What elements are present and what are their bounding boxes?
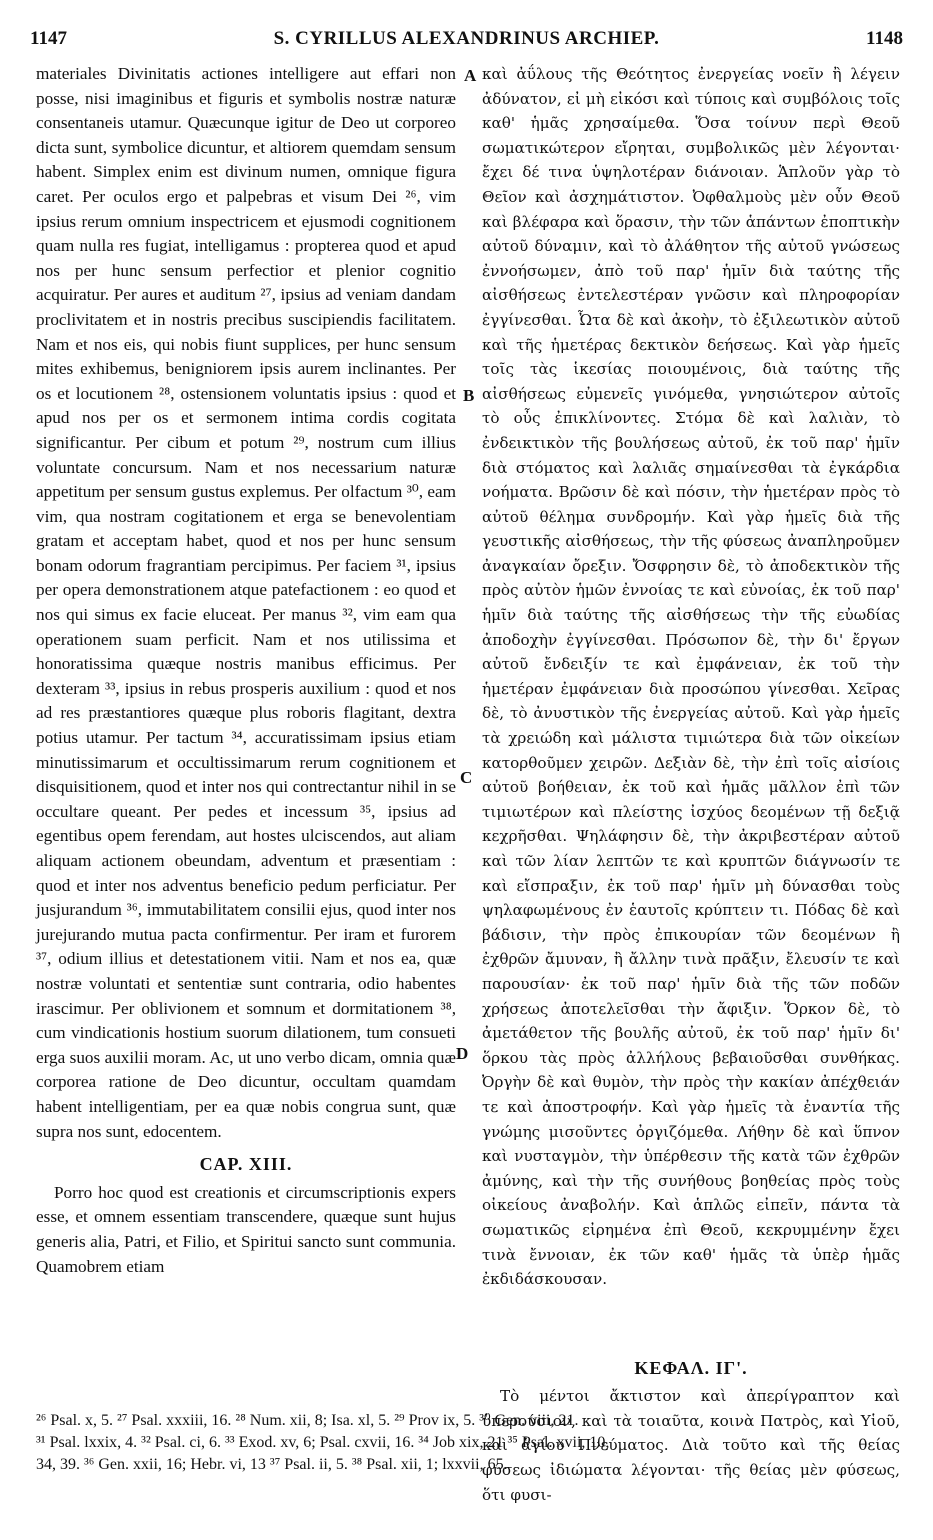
latin-chapter-heading: CAP. XIII. xyxy=(199,1154,293,1175)
latin-paragraph-1: materiales Divinitatis actiones intelligere aut effari non posse, nisi imaginibus et figuris et symbolis nostræ naturæ consentaneis utamur. Quæcunque igitur de Deo ut corporeo dicta sunt, symbolice dicuntur, et altiorem quemdam sensum habent. Simplex enim est divinum numen, omnique figura caret. Per oculos ergo et palpebras et visum Dei ²⁶, vim ipsius rerum omnium inspectricem et ejusmodi cognitionem quam nulla res fugiat, intelligamus : propterea quod et apud nos per hunc sensum perfectior et plenior cognitio acquiratur. Per aures et auditum ²⁷, ipsius ad veniam dandam proclivitatem et in nostris precibus suscipiendis facilitatem. Nam et nos eis, qui nobis fiunt supplices, per hunc sensum mites exhibemus, benigniorem ipsis aurem inclinantes. Per os et locutionem ²⁸, ostensionem voluntatis ipsius : quod et apud nos per os et sermonem intima cordis cogitata significantur. Per cibum et potum ²⁹, nostrum cum illius voluntate concursum. Nam et nos necessarium naturæ appetitum per sensum gustus explemus. Per olfactum ³⁰, eam vim, qua nostram cogitationem et erga se benevolentiam gratam et acceptam habet, quod et nos per hunc sensum bonam odorum fragrantiam percipimus. Per faciem ³¹, ipsius per opera demonstrationem atque patefactionem : eo quod et nos qui simus ex facie eluceat. Per manus ³², vim eam qua operationem suam perficit. Nam et nos utilissima et honoratissima quæque nostris manibus efficimus. Per dexteram ³³, ipsius in rebus prosperis auxilium : quod et nos ad res præstantiores quæque plus roboris flagitant, dextra potius utamur. Per tactum ³⁴, accuratissimam ipsius etiam minutissimarum et occultissimarum rerum cognitionem et disquisitionem, quod et inter nos qui contrectantur nihil in se occultare queant. Per pedes et incessum ³⁵, ipsius ad egentibus opem ferendam, aut hostes ulciscendos, aut aliam aliquam actionem obeundam, adventum et præsentiam : quod et inter nos adventus beneficio pedum perficiatur. Per jusjurandum ³⁶, immutabilitatem consilii ejus, quod inter nos jurejurando mutua pacta confirmentur. Per iram et furorem ³⁷, odium illius et detestationem vitii. Nam et nos ea, quæ nostræ voluntati et sententiæ sunt contraria, odio habentes irascimur. Per oblivionem et somnum et dormitationem ³⁸, cum vindicationis hostium suorum dilationem, tum consueti erga suos auxilii moram. Ac, ut uno verbo dicam, omnia quæ corporea ratione de Deo dicuntur, occultam quamdam habent intelligentiam, per ea quæ nobis congrua sunt, quæ supra nos sunt, edocentem. xyxy=(36,64,456,1141)
greek-paragraph-2: Τὸ μέντοι ἄκτιστον καὶ ἀπερίγραπτον καὶ ὑπερούσιον, καὶ τὰ τοιαῦτα, κοινὰ Πατρὸς, καὶ Υἱοῦ, καὶ ἁγίου Πνεύματος. Διὰ τοῦτο καὶ τῆς θείας φύσεως ἰδιώματα λέγονται· τῆς θείας μὲν φύσεως, ὅτι φυσι- xyxy=(482,1387,900,1504)
latin-paragraph-2: Porro hoc quod est creationis et circumscriptionis expers esse, et omnem essentiam transcendere, quæque sunt hujus generis alia, Patri, et Filio, et Spiritui sancto sunt communia. Quamobrem etiam xyxy=(36,1182,456,1276)
latin-column xyxy=(36,62,456,1279)
footnote-line-2: ³¹ Psal. lxxix, 4. ³² Psal. ci, 6. ³³ Exod. xv, 6; Psal. cxvii, 16. ³⁴ Job xix, 21 ³⁵ Psal. xvii, 10, xyxy=(36,1434,610,1451)
footnote-line-1: ²⁶ Psal. x, 5. ²⁷ Psal. xxxiii, 16. ²⁸ Num. xii, 8; Isa. xl, 5. ²⁹ Prov ix, 5. ³⁰ Gen. viii, 21. xyxy=(36,1412,579,1429)
page-number-right: 1148 xyxy=(866,28,903,49)
margin-marker-a: A xyxy=(464,66,477,85)
margin-marker-b: B xyxy=(463,386,475,405)
footnotes xyxy=(36,1410,903,1476)
greek-chapter-heading: ΚΕΦΑΛ. ΙΓ'. xyxy=(634,1357,748,1378)
page-header xyxy=(30,28,903,54)
margin-marker-d: D xyxy=(456,1044,469,1063)
margin-marker-c: C xyxy=(460,768,473,787)
footnote-line-3: 34, 39. ³⁶ Gen. xxii, 16; Hebr. vi, 13 ³⁷ Psal. ii, 5. ³⁸ Psal. xii, 1; lxxvii, 65. xyxy=(36,1456,508,1473)
greek-paragraph-1: καὶ ἀΰλους τῆς Θεότητος ἐνεργείας νοεῖν ἢ λέγειν ἀδύνατον, εἰ μὴ εἰκόσι καὶ τύποις καὶ συμβόλοις τοῖς καθ' ἡμᾶς χρησαίμεθα. Ὅσα τοίνυν περὶ Θεοῦ σωματικώτερον εἴρηται, συμβολικῶς μὲν λέγονται· ἔχει δέ τινα ὑψηλοτέραν διάνοιαν. Ἁπλοῦν γὰρ τὸ Θεῖον καὶ ἀσχημάτιστον. Ὀφθαλμοὺς μὲν οὖν Θεοῦ καὶ βλέφαρα καὶ ὅρασιν, τὴν τῶν ἁπάντων ἐποπτικὴν αὐτοῦ δύναμιν, καὶ τὸ ἀλάθητον τῆς αὐτοῦ γνώσεως ἐννοήσωμεν, ἀπὸ τοῦ παρ' ἡμῖν διὰ ταύτης τῆς αἰσθήσεως ἐντελεστέραν γνῶσιν καὶ πληροφορίαν ἐγγίνεσθαι. Ὦτα δὲ καὶ ἀκοὴν, τὸ ἐξιλεωτικὸν αὐτοῦ καὶ τῆς ἡμετέρας δεκτικὸν δεήσεως. Καὶ γὰρ ἡμεῖς τοῖς τὰς ἱκεσίας ποιουμένοις, διὰ ταύτης τῆς αἰσθήσεως εὐμενεῖς γινόμεθα, γνησιώτερον αὐτοῖς τὸ οὖς ἐπικλίνοντες. Στόμα δὲ καὶ λαλιὰν, τὸ ἐνδεικτικὸν τῆς βουλήσεως αὐτοῦ, ἐκ τοῦ παρ' ἡμῖν διὰ στόματος καὶ λαλιᾶς σημαίνεσθαι τὰ ἐγκάρδια νοήματα. Βρῶσιν δὲ καὶ πόσιν, τὴν ἡμετέραν πρὸς τὸ αὐτοῦ θέλημα συνδρομήν. Καὶ γὰρ ἡμεῖς διὰ τῆς γευστικῆς αἰσθήσεως, τὴν τῆς φύσεως ἀναπληροῦμεν ἀναγκαίαν ὄρεξιν. Ὄσφρησιν δὲ, τὸ ἀποδεκτικὸν τῆς πρὸς αὐτὸν ἡμῶν ἐννοίας τε καὶ εὐνοίας, ἐκ τοῦ παρ' ἡμῖν διὰ ταύτης τῆς αἰσθήσεως τὴν τῆς εὐωδίας ἀποδοχὴν ἐγγίνεσθαι. Πρόσωπον δὲ, τὴν δι' ἔργων αὐτοῦ ἔνδειξίν τε καὶ ἐμφάνειαν, ἐκ τοῦ τὴν ἡμετέραν ἐμφάνειαν διὰ προσώπου γίνεσθαι. Χεῖρας δὲ, τὸ ἀνυστικὸν τῆς ἐνεργείας αὐτοῦ. Καὶ γὰρ ἡμεῖς τὰ χρειώδη καὶ μάλιστα τιμιώτερα διὰ τῶν οἰκείων κατορθοῦμεν χειρῶν. Δεξιὰν δὲ, τὴν ἐπὶ τοῖς αἰσίοις αὐτοῦ βοήθειαν, ἐκ τοῦ καὶ ἡμᾶς μᾶλλον ἐπὶ τῶν τιμιωτέρων καὶ πλείστης ἰσχύος δεομένων τῇ δεξιᾷ κεχρῆσθαι. Ψηλάφησιν δὲ, τὴν ἀκριβεστέραν αὐτοῦ καὶ τῶν λίαν λεπτῶν τε καὶ κρυπτῶν διάγνωσίν τε καὶ εἴσπραξιν, ἐκ τοῦ παρ' ἡμῖν μὴ δύνασθαι τοὺς ψηλαφωμένους ἐν ἑαυτοῖς κρύπτειν τι. Πόδας δὲ καὶ βάδισιν, τὴν πρὸς ἐπικουρίαν τῶν δεομένων ἢ ἐχθρῶν ἄμυναν, ἢ ἄλλην τινὰ πρᾶξιν, ἔλευσίν τε καὶ παρουσίαν· ἐκ τοῦ παρ' ἡμῖν διὰ τῆς τῶν ποδῶν χρήσεως ἀποτελεῖσθαι τὴν ἄφιξιν. Ὅρκον δὲ, τὸ ἀμετάθετον τῆς βουλῆς αὐτοῦ, ἐκ τοῦ παρ' ἡμῖν δι' ὅρκου τὰς πρὸς ἀλλήλους βεβαιοῦσθαι συνθήκας. Ὀργὴν δὲ καὶ θυμὸν, τὴν πρὸς τὴν κακίαν ἀπέχθειάν τε καὶ ἀποστροφήν. Καὶ γὰρ ἡμεῖς τὰ ἐναντία τῆς γνώμης μισοῦντες ὀργιζόμεθα. Λήθην δὲ καὶ ὕπνον καὶ νυσταγμὸν, τὴν ὑπέρθεσιν τῆς κατὰ τῶν ἐχθρῶν ἀμύνης, καὶ τὴν τῆς συνήθους βοηθείας πρὸς τοὺς οἰκείους ἀναβολήν. Καὶ ἁπλῶς εἰπεῖν, πάντα τὰ σωματικῶς εἰρημένα ἐπὶ Θεοῦ, κεκρυμμένην ἔχει τινὰ ἔννοιαν, ἐκ τῶν καθ' ἡμᾶς τὰ ὑπὲρ ἡμᾶς ἐκδιδάσκουσαν. xyxy=(482,65,900,1289)
running-title: S. CYRILLUS ALEXANDRINUS ARCHIEP. xyxy=(273,28,660,49)
greek-column xyxy=(482,62,900,1507)
page-number-left: 1147 xyxy=(30,28,67,49)
